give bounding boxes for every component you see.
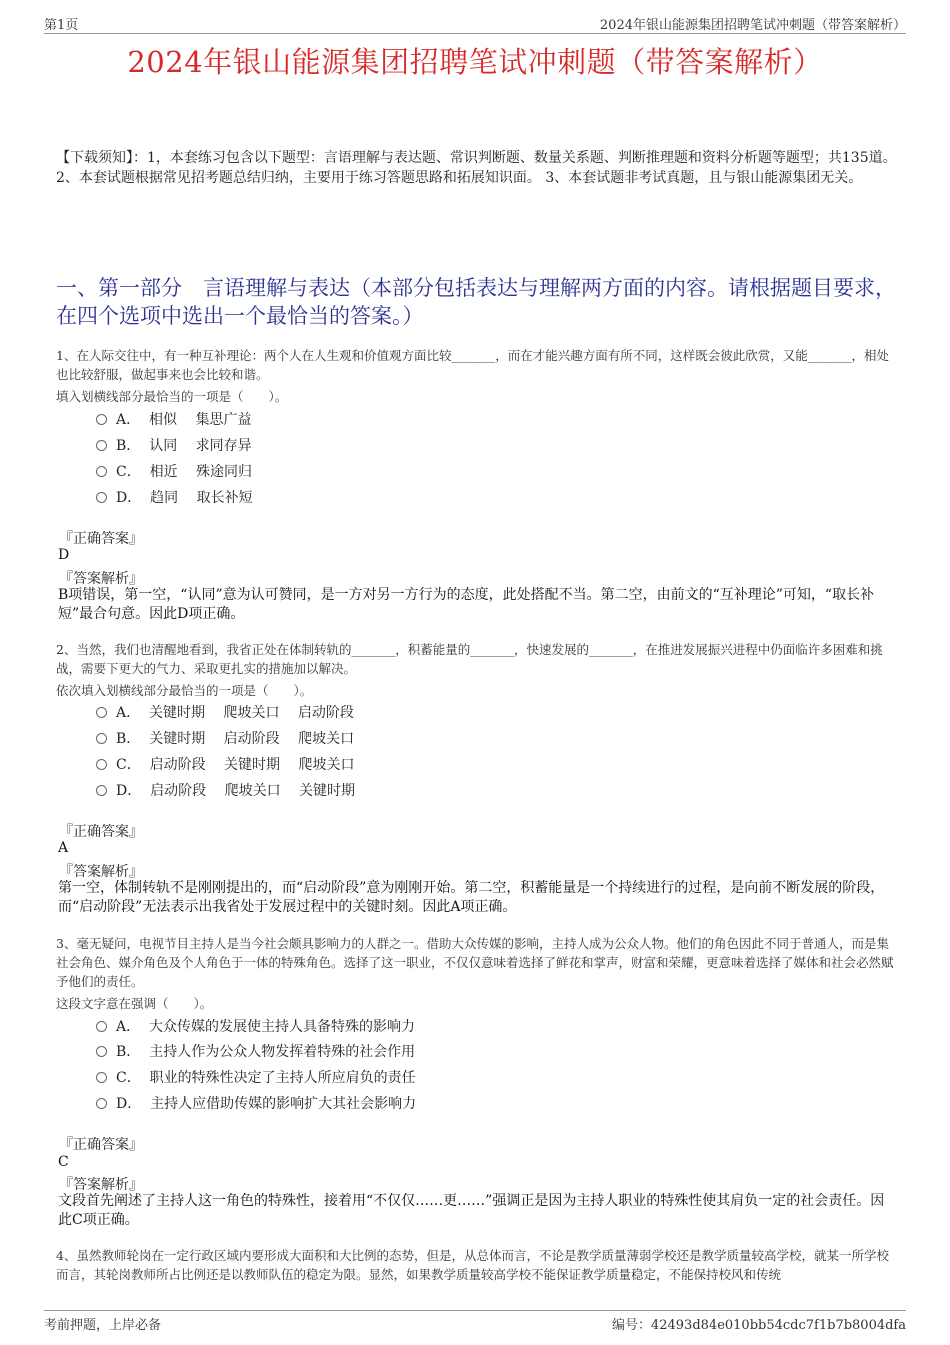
header-doc-title: 2024年银山能源集团招聘笔试冲刺题（带答案解析）	[599, 18, 906, 33]
radio-icon[interactable]	[96, 440, 107, 451]
footer-divider	[44, 1310, 906, 1311]
question-1-option-b[interactable]	[96, 435, 252, 455]
question-3-option-b[interactable]	[96, 1041, 415, 1061]
radio-icon[interactable]	[96, 492, 107, 503]
page-title: 2024年银山能源集团招聘笔试冲刺题（带答案解析）	[127, 45, 823, 79]
option-label: D． 启动阶段 爬坡关口 关键时期	[116, 783, 356, 799]
download-notice: 【下载须知】：1，本套练习包含以下题型：言语理解与表达题、常识判断题、数量关系题、判断推理题和资料分析题等题型；共135道。 2、本套试题根据常见招考题总结归纳，主要用于练习答题思路和拓展知识面。 3、本套试题非考试真题，且与银山能源集团无关。	[56, 150, 897, 186]
question-1-explanation: B项错误，第一空，“认同”意为认可赞同，是一方对另一方行为的态度，此处搭配不当。第二空，由前文的“互补理论”可知，“取长补短”最合句意。因此D项正确。	[58, 587, 875, 622]
question-3-option-c[interactable]	[96, 1067, 416, 1087]
question-2-explanation: 第一空，体制转轨不是刚刚提出的，而“启动阶段”意为刚刚开始。第二空，积蓄能量是一个持续进行的过程，是向前不断发展的阶段，而“启动阶段”无法表示出我省处于发展过程中的关键时刻。因此A项正确。	[58, 880, 885, 915]
option-label: C． 启动阶段 关键时期 爬坡关口	[116, 757, 355, 773]
question-1-answer: D	[58, 547, 70, 563]
option-label: A． 相似 集思广益	[116, 412, 252, 428]
question-1-option-a[interactable]	[96, 409, 251, 429]
option-label: A． 关键时期 爬坡关口 启动阶段	[116, 705, 354, 721]
question-3-prompt: 这段文字意在强调（ ）。	[56, 996, 213, 1011]
question-3-option-d[interactable]	[96, 1093, 416, 1113]
question-2-option-b[interactable]	[96, 728, 354, 748]
question-3-stem: 3、毫无疑问，电视节目主持人是当今社会颇具影响力的人群之一。借助大众传媒的影响，主持人成为公众人物。他们的角色因此不同于普通人，而是集社会角色、媒介角色及个人角色于一体的特殊角色。选择了这一职业，不仅仅意味着选择了鲜花和掌声，财富和荣耀，更意味着选择了媒体和社会必然赋予他们的责任。	[56, 936, 894, 989]
question-2-option-a[interactable]	[96, 702, 354, 722]
option-label: A． 大众传媒的发展使主持人具备特殊的影响力	[116, 1019, 416, 1035]
question-3-answer: C	[58, 1154, 69, 1170]
question-1-option-c[interactable]	[96, 461, 252, 481]
radio-icon[interactable]	[96, 414, 107, 425]
radio-icon[interactable]	[96, 707, 107, 718]
option-label: C． 相近 殊途同归	[116, 464, 253, 480]
option-label: B． 认同 求同存异	[116, 438, 252, 454]
footer-slogan: 考前押题，上岸必备	[44, 1318, 162, 1333]
answer-label: 『正确答案』	[59, 824, 143, 840]
question-1-option-d[interactable]	[96, 487, 253, 507]
footer-code: 编号：42493d84e010bb54cdc7f1b7b8004dfa	[611, 1318, 906, 1333]
option-label: D． 主持人应借助传媒的影响扩大其社会影响力	[116, 1096, 417, 1112]
question-2-prompt: 依次填入划横线部分最恰当的一项是（ ）。	[56, 683, 313, 698]
radio-icon[interactable]	[96, 785, 107, 796]
page-number: 第1页	[44, 18, 79, 33]
radio-icon[interactable]	[96, 1021, 107, 1032]
answer-label: 『正确答案』	[59, 1137, 143, 1153]
explanation-label: 『答案解析』	[59, 1177, 143, 1193]
option-label: B． 关键时期 启动阶段 爬坡关口	[116, 731, 355, 747]
answer-label: 『正确答案』	[59, 531, 143, 547]
option-label: C． 职业的特殊性决定了主持人所应肩负的责任	[116, 1070, 416, 1086]
radio-icon[interactable]	[96, 1046, 107, 1057]
radio-icon[interactable]	[96, 1072, 107, 1083]
question-4-stem: 4、虽然教师轮岗在一定行政区域内要形成大面积和大比例的态势，但是，从总体而言，不论是教学质量薄弱学校还是教学质量较高学校，就某一所学校而言，其轮岗教师所占比例还是以教师队伍的稳定为限。显然，如果教学质量较高学校不能保证教学质量稳定，不能保持校风和传统	[56, 1248, 889, 1282]
explanation-label: 『答案解析』	[59, 571, 143, 587]
question-2-stem: 2、当然，我们也清醒地看到，我省正处在体制转轨的_______，积蓄能量的_______，快速发展的_______，在推进发展振兴进程中仍面临许多困难和挑战，需要下更大的气力、采取更扎实的措施加以解决。	[56, 642, 883, 676]
question-3-explanation: 文段首先阐述了主持人这一角色的特殊性，接着用“不仅仅……更……”强调正是因为主持人职业的特殊性使其肩负一定的社会责任。因此C项正确。	[58, 1193, 885, 1228]
question-2-option-d[interactable]	[96, 780, 355, 800]
option-label: D． 趋同 取长补短	[116, 490, 253, 506]
question-1-prompt: 填入划横线部分最恰当的一项是（ ）。	[56, 389, 288, 404]
header-divider	[44, 33, 906, 34]
radio-icon[interactable]	[96, 466, 107, 477]
question-2-option-c[interactable]	[96, 754, 355, 774]
question-2-answer: A	[58, 840, 69, 856]
radio-icon[interactable]	[96, 1098, 107, 1109]
option-label: B． 主持人作为公众人物发挥着特殊的社会作用	[116, 1044, 416, 1060]
explanation-label: 『答案解析』	[59, 864, 143, 880]
section-heading: 一、第一部分 言语理解与表达（本部分包括表达与理解两方面的内容。请根据题目要求，在四个选项中选出一个最恰当的答案。）	[56, 276, 896, 328]
question-3-option-a[interactable]	[96, 1016, 415, 1036]
radio-icon[interactable]	[96, 733, 107, 744]
radio-icon[interactable]	[96, 759, 107, 770]
question-1-stem: 1、在人际交往中，有一种互补理论：两个人在人生观和价值观方面比较_______，而在才能兴趣方面有所不同，这样既会彼此欣赏，又能_______，相处也比较舒服，做起事来也会比较和谐。	[56, 348, 889, 382]
